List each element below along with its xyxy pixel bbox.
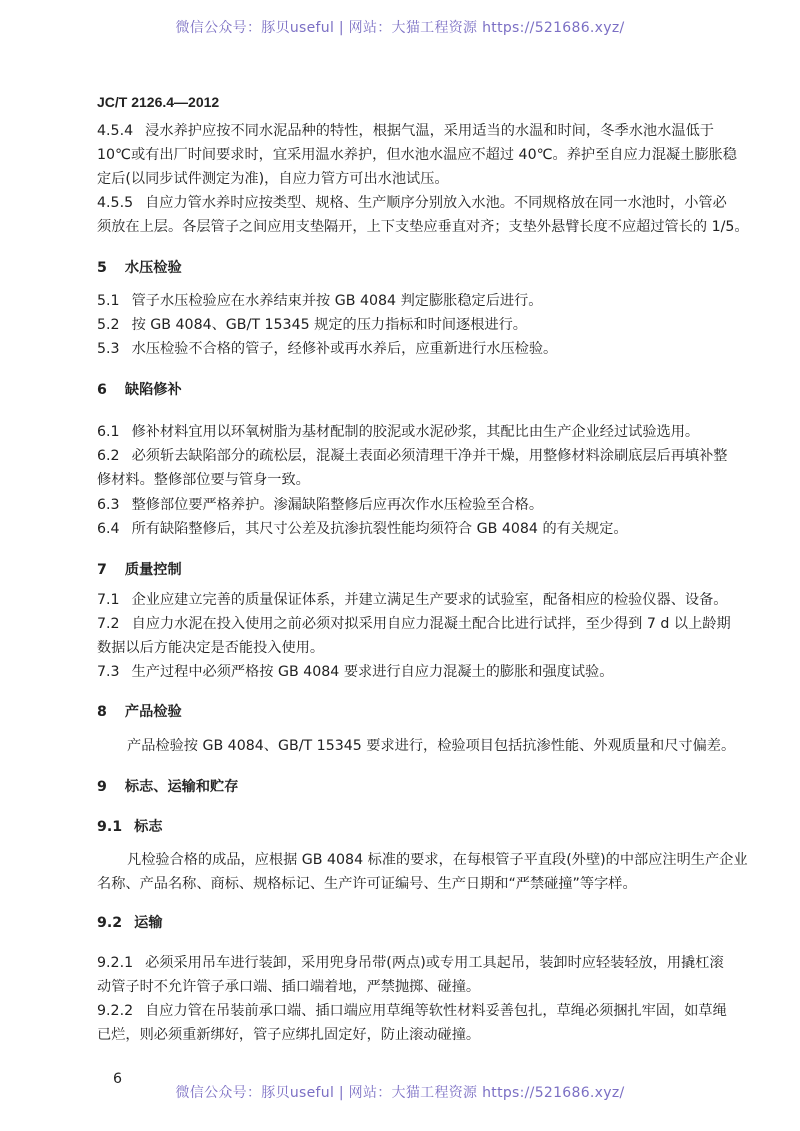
section-heading xyxy=(97,913,714,933)
clause-number: 7.2 xyxy=(97,616,120,632)
text-line xyxy=(97,339,714,359)
text-line xyxy=(97,977,714,997)
section-heading xyxy=(97,777,714,797)
text-line xyxy=(97,315,714,335)
clause-text: 运输 xyxy=(134,915,163,931)
clause-text: 缺陷修补 xyxy=(124,382,182,398)
text-line xyxy=(97,614,731,634)
section-heading xyxy=(97,817,714,837)
text-line xyxy=(97,422,714,442)
clause-number: 6.4 xyxy=(97,521,120,537)
clause-number: 7 xyxy=(97,562,107,578)
text-line xyxy=(97,662,714,682)
clause-number: 5 xyxy=(97,260,107,276)
text-line xyxy=(97,470,714,490)
clause-text: 浸水养护应按不同水泥品种的特性，根据气温，采用适当的水温和时间，冬季水池水温低于 xyxy=(145,123,714,139)
text-line xyxy=(127,736,736,756)
text-line xyxy=(97,1001,727,1021)
text-line xyxy=(97,638,714,658)
clause-text: 自应力水泥在投入使用之前必须对拟采用自应力混凝土配合比进行试拌，至少得到 7 d 以上龄期 xyxy=(131,616,731,632)
text-line xyxy=(97,953,724,973)
clause-text: 凡检验合格的成品，应根据 GB 4084 标准的要求，在每根管子平直段(外壁)的中部应注明生产企业 xyxy=(127,852,748,868)
text-line xyxy=(97,193,727,213)
clause-text: 动管子时不允许管子承口端、插口端着地，严禁抛掷、碰撞。 xyxy=(97,979,481,995)
standard-code: JC/T 2126.4—2012 xyxy=(97,94,220,110)
text-line xyxy=(97,291,714,311)
text-line xyxy=(97,169,714,189)
clause-number: 4.5.5 xyxy=(97,195,134,211)
clause-text: 按 GB 4084、GB/T 15345 规定的压力指标和时间逐根进行。 xyxy=(131,317,527,333)
section-heading xyxy=(97,380,714,400)
header-watermark: 微信公众号：豚贝useful | 网站：大猫工程资源 https://521686.xyz/ xyxy=(175,20,625,36)
section-heading xyxy=(97,560,714,580)
clause-text: 修补材料宜用以环氧树脂为基材配制的胶泥或水泥砂浆，其配比由生产企业经过试验选用。 xyxy=(131,424,700,440)
clause-number: 5.2 xyxy=(97,317,120,333)
clause-text: 定后(以同步试件测定为准)，自应力管方可出水池试压。 xyxy=(97,171,449,187)
clause-text: 水压检验 xyxy=(124,260,182,276)
text-line xyxy=(97,446,728,466)
clause-text: 所有缺陷整修后，其尺寸公差及抗渗抗裂性能均须符合 GB 4084 的有关规定。 xyxy=(131,521,628,537)
clause-number: 5.3 xyxy=(97,341,120,357)
clause-number: 9 xyxy=(97,779,107,795)
clause-text: 产品检验按 GB 4084、GB/T 15345 要求进行，检验项目包括抗渗性能、外观质量和尺寸偏差。 xyxy=(127,738,736,754)
clause-text: 数据以后方能决定是否能投入使用。 xyxy=(97,640,325,656)
text-line xyxy=(97,121,714,141)
clause-text: 自应力管在吊装前承口端、插口端应用草绳等软性材料妥善包扎，草绳必须捆扎牢固，如草绳 xyxy=(145,1003,727,1019)
clause-text: 产品检验 xyxy=(124,704,182,720)
footer-watermark: 微信公众号：豚贝useful | 网站：大猫工程资源 https://521686.xyz/ xyxy=(175,1085,625,1101)
clause-number: 9.2.1 xyxy=(97,955,134,971)
clause-text: 标志 xyxy=(134,819,163,835)
clause-text: 名称、产品名称、商标、规格标记、生产许可证编号、生产日期和“严禁碰撞”等字样。 xyxy=(97,876,637,892)
clause-text: 必须斩去缺陷部分的疏松层，混凝土表面必须清理干净并干燥，用整修材料涂刷底层后再填补整 xyxy=(131,448,728,464)
text-line xyxy=(127,850,748,870)
clause-text: 标志、运输和贮存 xyxy=(124,779,239,795)
clause-text: 10℃或有出厂时间要求时，宜采用温水养护，但水池水温应不超过 40℃。养护至自应力混凝土膨胀稳 xyxy=(97,147,737,163)
clause-number: 6.3 xyxy=(97,497,120,513)
section-heading xyxy=(97,702,714,722)
clause-text: 整修部位要严格养护。渗漏缺陷整修后应再次作水压检验至合格。 xyxy=(131,497,544,513)
clause-text: 自应力管水养时应按类型、规格、生产顺序分别放入水池。不同规格放在同一水池时，小管必 xyxy=(145,195,727,211)
clause-text: 修材料。整修部位要与管身一致。 xyxy=(97,472,310,488)
clause-number: 6 xyxy=(97,382,107,398)
text-line xyxy=(97,1025,714,1045)
clause-number: 9.1 xyxy=(97,819,123,835)
clause-number: 9.2 xyxy=(97,915,123,931)
clause-text: 管子水压检验应在水养结束并按 GB 4084 判定膨胀稳定后进行。 xyxy=(131,293,543,309)
text-line xyxy=(97,145,737,165)
clause-number: 5.1 xyxy=(97,293,120,309)
clause-text: 必须采用吊车进行装卸，采用兜身吊带(两点)或专用工具起吊，装卸时应轻装轻放，用撬杠滚 xyxy=(145,955,724,971)
page-number: 6 xyxy=(113,1071,123,1087)
text-line xyxy=(97,590,728,610)
clause-number: 9.2.2 xyxy=(97,1003,134,1019)
clause-text: 已烂，则必须重新绑好，管子应绑扎固定好，防止滚动碰撞。 xyxy=(97,1027,481,1043)
text-line xyxy=(97,874,714,894)
clause-number: 7.1 xyxy=(97,592,120,608)
clause-text: 生产过程中必须严格按 GB 4084 要求进行自应力混凝土的膨胀和强度试验。 xyxy=(131,664,614,680)
clause-text: 企业应建立完善的质量保证体系，并建立满足生产要求的试验室，配备相应的检验仪器、设备。 xyxy=(131,592,728,608)
clause-number: 6.1 xyxy=(97,424,120,440)
clause-number: 7.3 xyxy=(97,664,120,680)
clause-text: 水压检验不合格的管子，经修补或再水养后，应重新进行水压检验。 xyxy=(131,341,558,357)
clause-text: 须放在上层。各层管子之间应用支垫隔开，上下支垫应垂直对齐；支垫外悬臂长度不应超过管长的 1/5。 xyxy=(97,219,749,235)
clause-text: 质量控制 xyxy=(124,562,182,578)
clause-number: 6.2 xyxy=(97,448,120,464)
clause-number: 4.5.4 xyxy=(97,123,134,139)
text-line xyxy=(97,519,714,539)
clause-number: 8 xyxy=(97,704,107,720)
text-line xyxy=(97,217,749,237)
text-line xyxy=(97,495,714,515)
section-heading xyxy=(97,258,714,278)
